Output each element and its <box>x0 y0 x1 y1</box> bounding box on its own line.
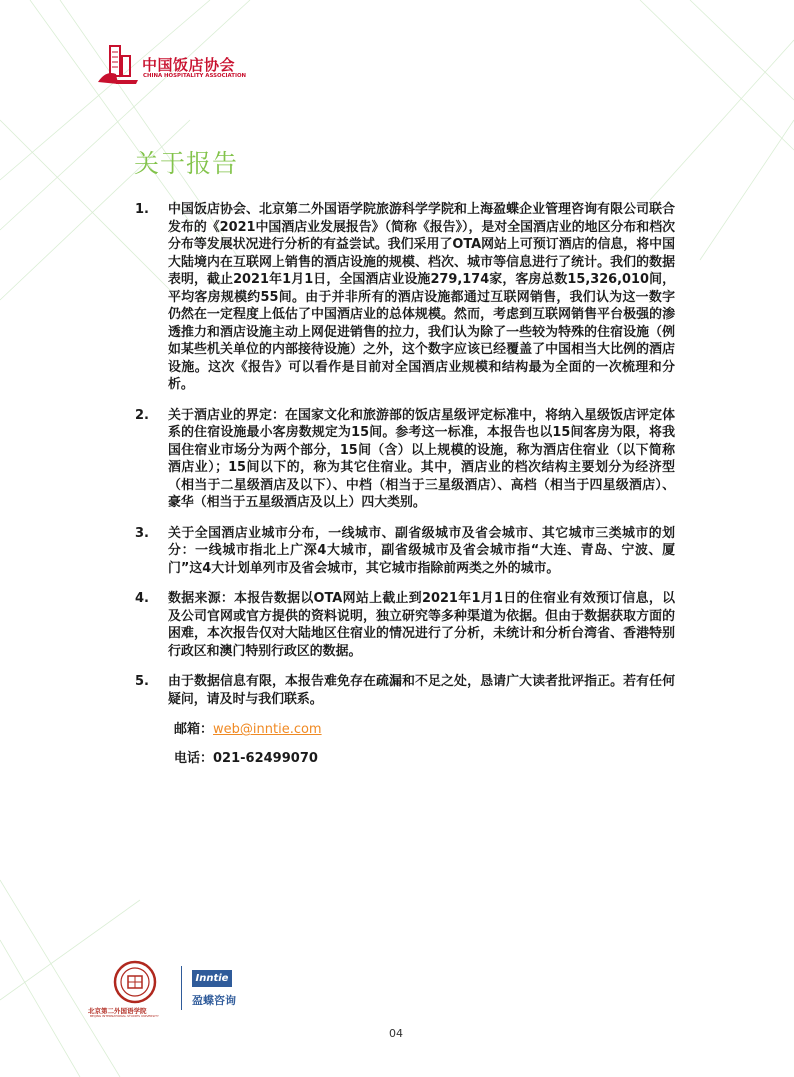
list-item <box>135 525 675 578</box>
china-hospitality-association-logo <box>96 44 256 86</box>
logo-english-name: CHINA HOSPITALITY ASSOCIATION <box>143 73 247 79</box>
list-item <box>135 201 675 394</box>
building-logo-icon <box>96 44 142 86</box>
inntie-chinese-name: 盈蝶咨询 <box>192 994 236 1007</box>
page-number: 04 <box>389 1027 403 1040</box>
body-text: 关于酒店业的界定：在国家文化和旅游部的饭店星级评定标准中，将纳入星级饭店评定体系的住宿设施最小客房数规定为15间。参考这一标准，本报告也以15间客房为限，将我国住宿业市场分为两个部分， <box>168 407 675 458</box>
bisu-seal-icon <box>113 960 157 1004</box>
list-item-number: 3. <box>135 525 149 541</box>
list-item-number: 1. <box>135 202 149 217</box>
emphasis-text: 15,326,010 <box>567 272 649 287</box>
logo-chinese-name: 中国饭店协会 <box>142 56 236 74</box>
body-text: （以下简称酒店业）；15间以下的，称为其它住宿业。其中，酒店业的档次结构主要划分为经济型（相当于二星级酒店及以下）、中档（相当于三星级酒店）、高档（相当于四星级酒店）、豪华（相当于五星级酒店及以上）四大类别。 <box>168 442 675 510</box>
body-text: 这4大计划单列市及省会城市，其它城市指除前两类之外的城市。 <box>189 560 560 576</box>
emphasis-text: 15间（含）以上规模的设施，称为酒店住宿业 <box>339 442 610 458</box>
list-item <box>135 673 675 708</box>
list-item-text <box>168 201 675 394</box>
body-text: 关于全国酒店业城市分布，一线城市、副省级城市及省会城市、其它城市三类城市的划分：一线城市指北上广深4大城市，副省级城市及省会城市指 <box>168 525 675 558</box>
bisu-chinese-name: 北京第二外国语学院 <box>88 1007 147 1015</box>
body-text: 家，客房总数 <box>489 272 568 287</box>
email-label: 邮箱： <box>174 722 214 737</box>
contact-email-row <box>135 721 675 738</box>
bisu-english-name: BEIJING INTERNATIONAL STUDIES UNIVERSITY <box>90 1014 159 1018</box>
phone-label: 电话： <box>174 751 214 766</box>
list-item-text <box>168 673 675 708</box>
numbered-list <box>135 201 675 708</box>
emphasis-text: 55 <box>260 289 279 305</box>
phone-number: 021-62499070 <box>213 751 318 766</box>
list-item-number: 2. <box>135 407 149 423</box>
page-title: 关于报告 <box>134 149 239 178</box>
emphasis-text: 279,174 <box>430 272 490 287</box>
list-item-number: 5. <box>135 674 149 689</box>
emphasis-text: “大连、青岛、宁波、厦门” <box>168 543 675 576</box>
inntie-logo: Inntie <box>192 970 232 987</box>
report-notes <box>135 201 675 767</box>
list-item-text <box>168 407 675 512</box>
list-item <box>135 590 675 660</box>
list-item <box>135 407 675 512</box>
list-item-text <box>168 525 675 578</box>
list-item-number: 4. <box>135 591 149 606</box>
body-text: 由于数据信息有限，本报告难免存在疏漏和不足之处，恳请广大读者批评指正。若有任何疑问，请及时与我们联系。 <box>168 674 675 707</box>
footer-logos <box>88 960 258 1016</box>
body-text: 数据来源：本报告数据以OTA网站上截止到2021年1月1日的住宿业有效预订信息，以及公司官网或官方提供的资料说明，独立研究等多种渠道为依据。但由于数据获取方面的困难，本次报告仅对大陆地区住宿业的情况进行了分析，未统计和分析台湾省、香港特别行政区和澳门特别行政区的数据。 <box>168 591 675 659</box>
contact-phone-row <box>135 750 675 767</box>
body-text: 间。由于并非所有的酒店设施都通过互联网销售，我们认为这一数字仍然在一定程度上低估了中国酒店业的总体规模。然而，考虑到互联网销售平台极强的渗透推力和酒店设施主动上网促进销售的拉力，我们认为除了一些较为特殊的住宿设施（例如某些机关单位的内部接待设施）之外，这个数字应该已经覆盖了中国相当大比例的酒店设施。这次《报告》可以看作是目前对全国酒店业规模和结构最为全面的一次梳理和分析。 <box>168 289 676 392</box>
body-text: 间，平均客房规模约 <box>168 272 676 305</box>
logo-divider <box>181 966 182 1010</box>
list-item-text <box>168 590 675 660</box>
email-link[interactable]: web@inntie.com <box>213 722 322 737</box>
body-text: 中国饭店协会、北京第二外国语学院旅游科学学院和上海盈蝶企业管理咨询有限公司联合发布的《2021中国酒店业发展报告》（简称《报告》），是对全国酒店业的地区分布和档次分布等发展状况进行分析的有益尝试。我们采用了OTA网站上可预订酒店的信息，将中国大陆境内在互联网上销售的酒店设施的规模、档次、城市等信息进行了统计。我们的数据表明，截止2021年1月1日，全国酒店业设施 <box>168 202 675 287</box>
